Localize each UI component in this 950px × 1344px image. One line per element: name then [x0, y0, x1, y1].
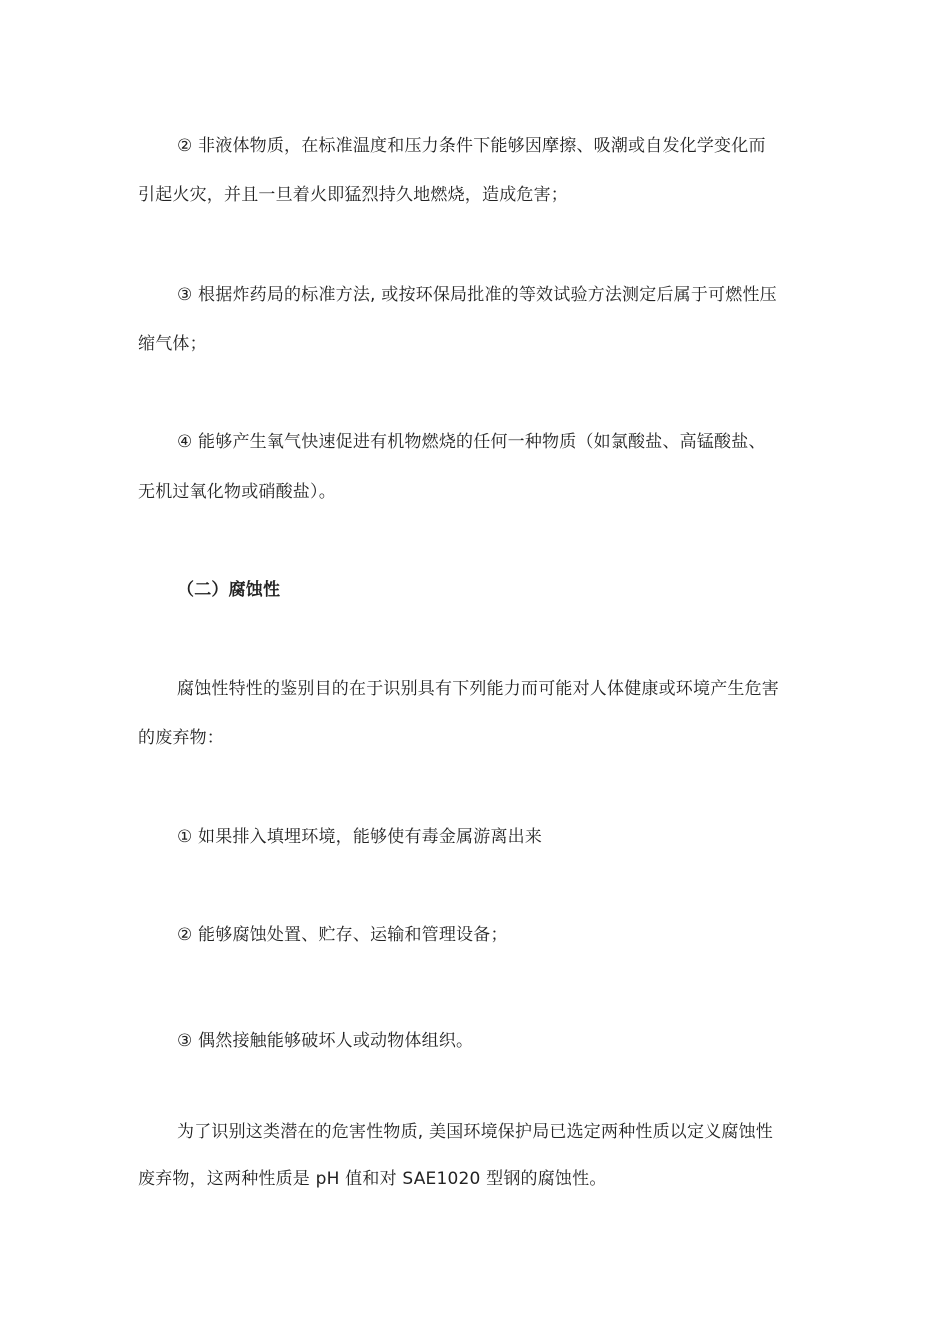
closing-paragraph-line-1: 为了识别这类潜在的危害性物质, 美国环境保护局已选定两种性质以定义腐蚀性: [177, 1122, 774, 1142]
flammable-item-2-line-1: ② 非液体物质，在标准温度和压力条件下能够因摩擦、吸潮或自发化学变化而: [177, 136, 766, 156]
flammable-item-4-line-2: 无机过氧化物或硝酸盐）。: [138, 482, 336, 502]
corrosive-intro-line-2: 的废弃物：: [138, 728, 224, 748]
section-heading-corrosivity: （二）腐蚀性: [177, 580, 281, 600]
flammable-item-3-line-2: 缩气体；: [138, 334, 207, 354]
flammable-item-2-line-2: 引起火灾，并且一旦着火即猛烈持久地燃烧，造成危害；: [138, 185, 568, 205]
corrosive-item-2: ② 能够腐蚀处置、贮存、运输和管理设备；: [177, 925, 508, 945]
corrosive-item-1: ① 如果排入填埋环境，能够使有毒金属游离出来: [177, 827, 543, 847]
corrosive-item-3: ③ 偶然接触能够破坏人或动物体组织。: [177, 1031, 474, 1051]
flammable-item-3-line-1: ③ 根据炸药局的标准方法, 或按环保局批准的等效试验方法测定后属于可燃性压: [177, 285, 777, 305]
closing-paragraph-line-2: 废弃物，这两种性质是 pH 值和对 SAE1020 型钢的腐蚀性。: [138, 1169, 607, 1189]
flammable-item-4-line-1: ④ 能够产生氧气快速促进有机物燃烧的任何一种物质（如氯酸盐、高锰酸盐、: [177, 432, 766, 452]
corrosive-intro-line-1: 腐蚀性特性的鉴别目的在于识别具有下列能力而可能对人体健康或环境产生危害: [177, 679, 779, 699]
